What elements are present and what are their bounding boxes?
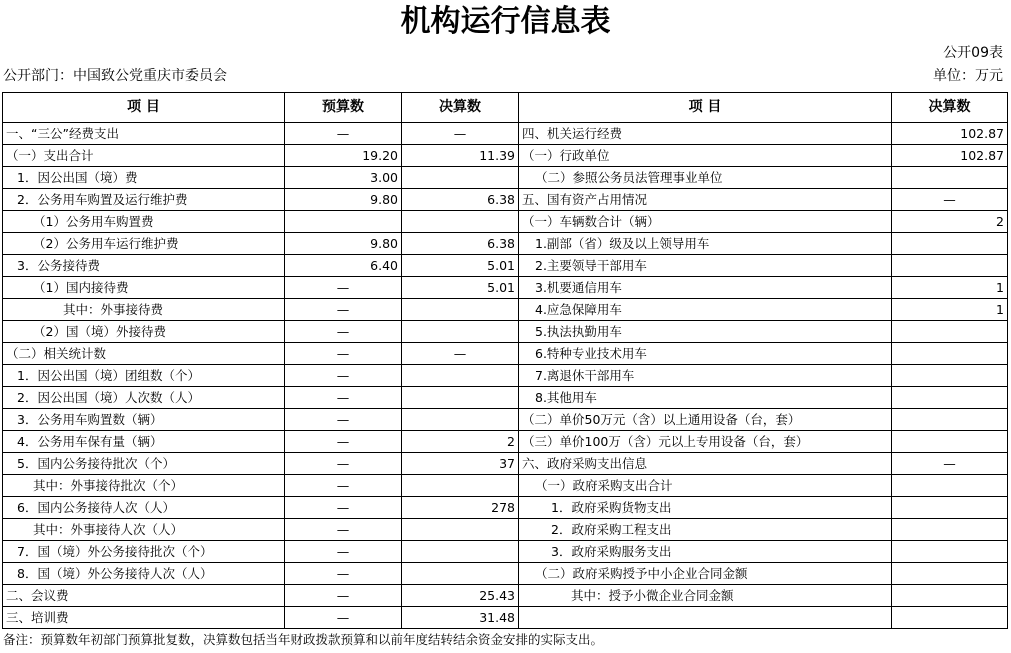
table-row [3, 387, 1008, 409]
left-item: （二）相关统计数 [3, 343, 285, 365]
header-left-item: 项 目 [3, 93, 285, 123]
table-row [3, 145, 1008, 167]
final-value [402, 541, 519, 563]
budget-value: — [285, 409, 402, 431]
final-value: 25.43 [402, 585, 519, 607]
left-item: 其中：外事接待人次（人） [3, 519, 285, 541]
right-item: 2.主要领导干部用车 [519, 255, 892, 277]
right-item: 5.执法执勤用车 [519, 321, 892, 343]
final-value [402, 519, 519, 541]
table-row [3, 519, 1008, 541]
final-value: 31.48 [402, 607, 519, 629]
final-value: — [402, 123, 519, 145]
right-final-value [892, 387, 1008, 409]
header-right-item: 项 目 [519, 93, 892, 123]
right-item: （二）政府采购授予中小企业合同金额 [519, 563, 892, 585]
budget-value: — [285, 497, 402, 519]
left-item: 5．国内公务接待批次（个） [3, 453, 285, 475]
left-item: 1．因公出国（境）团组数（个） [3, 365, 285, 387]
table-row [3, 607, 1008, 629]
table-row [3, 255, 1008, 277]
budget-value: 6.40 [285, 255, 402, 277]
budget-value [285, 211, 402, 233]
left-item: （2）国（境）外接待费 [3, 321, 285, 343]
right-item: 3．政府采购服务支出 [519, 541, 892, 563]
final-value: 11.39 [402, 145, 519, 167]
left-item: 二、会议费 [3, 585, 285, 607]
info-table [2, 92, 1008, 629]
final-value [402, 409, 519, 431]
budget-value: — [285, 453, 402, 475]
table-row [3, 365, 1008, 387]
table-row [3, 123, 1008, 145]
header-right-final: 决算数 [892, 93, 1008, 123]
table-row [3, 475, 1008, 497]
budget-value: — [285, 343, 402, 365]
table-row [3, 211, 1008, 233]
left-item: 7．国（境）外公务接待批次（个） [3, 541, 285, 563]
right-final-value [892, 343, 1008, 365]
budget-value: — [285, 321, 402, 343]
final-value: — [402, 343, 519, 365]
budget-value: 9.80 [285, 233, 402, 255]
final-value [402, 563, 519, 585]
right-final-value [892, 585, 1008, 607]
right-item: 1．政府采购货物支出 [519, 497, 892, 519]
right-final-value: 1 [892, 277, 1008, 299]
final-value [402, 211, 519, 233]
right-final-value [892, 409, 1008, 431]
final-value [402, 321, 519, 343]
left-item: 其中：外事接待费 [3, 299, 285, 321]
right-final-value: 1 [892, 299, 1008, 321]
table-row [3, 585, 1008, 607]
final-value: 2 [402, 431, 519, 453]
budget-value: — [285, 387, 402, 409]
right-item: 3.机要通信用车 [519, 277, 892, 299]
unit-label: 单位：万元 [933, 68, 1003, 84]
right-final-value [892, 541, 1008, 563]
budget-value: — [285, 585, 402, 607]
left-item: （1）公务用车购置费 [3, 211, 285, 233]
right-item: （一）行政单位 [519, 145, 892, 167]
right-final-value [892, 365, 1008, 387]
table-row [3, 541, 1008, 563]
right-item: （二）单价50万元（含）以上通用设备（台，套） [519, 409, 892, 431]
right-item: （三）单价100万（含）元以上专用设备（台，套） [519, 431, 892, 453]
table-row [3, 409, 1008, 431]
right-item: 4.应急保障用车 [519, 299, 892, 321]
budget-value: — [285, 475, 402, 497]
page-title: 机构运行信息表 [400, 4, 611, 39]
left-item: 2．公务用车购置及运行维护费 [3, 189, 285, 211]
left-item: 4．公务用车保有量（辆） [3, 431, 285, 453]
table-row [3, 497, 1008, 519]
final-value: 6.38 [402, 189, 519, 211]
left-item: （2）公务用车运行维护费 [3, 233, 285, 255]
header-budget: 预算数 [285, 93, 402, 123]
budget-value: — [285, 431, 402, 453]
right-final-value: 102.87 [892, 145, 1008, 167]
table-row [3, 321, 1008, 343]
budget-value: 19.20 [285, 145, 402, 167]
budget-value: 9.80 [285, 189, 402, 211]
left-item: 3．公务用车购置数（辆） [3, 409, 285, 431]
final-value [402, 299, 519, 321]
table-row [3, 453, 1008, 475]
right-final-value: — [892, 189, 1008, 211]
final-value: 278 [402, 497, 519, 519]
final-value [402, 167, 519, 189]
right-item [519, 607, 892, 629]
header-row [3, 93, 1008, 123]
right-item: （一）车辆数合计（辆） [519, 211, 892, 233]
table-row [3, 167, 1008, 189]
left-item: 三、培训费 [3, 607, 285, 629]
right-item: 五、国有资产占用情况 [519, 189, 892, 211]
right-item: 2．政府采购工程支出 [519, 519, 892, 541]
right-item: 7.离退休干部用车 [519, 365, 892, 387]
budget-value: — [285, 541, 402, 563]
final-value: 5.01 [402, 255, 519, 277]
budget-value: — [285, 563, 402, 585]
final-value: 5.01 [402, 277, 519, 299]
final-value: 6.38 [402, 233, 519, 255]
right-item: 8.其他用车 [519, 387, 892, 409]
footnote: 备注：预算数年初部门预算批复数，决算数包括当年财政拨款预算和以前年度结转结余资金安排的实际支出。 [3, 632, 604, 647]
table-row [3, 299, 1008, 321]
right-final-value [892, 563, 1008, 585]
left-item: 8．国（境）外公务接待人次（人） [3, 563, 285, 585]
final-value [402, 387, 519, 409]
right-final-value [892, 497, 1008, 519]
right-final-value: 2 [892, 211, 1008, 233]
left-item: （1）国内接待费 [3, 277, 285, 299]
table-row [3, 563, 1008, 585]
right-final-value [892, 233, 1008, 255]
final-value: 37 [402, 453, 519, 475]
table-row [3, 189, 1008, 211]
budget-value: — [285, 607, 402, 629]
left-item: 其中：外事接待批次（个） [3, 475, 285, 497]
left-item: 2．因公出国（境）人次数（人） [3, 387, 285, 409]
final-value [402, 475, 519, 497]
right-item: 6.特种专业技术用车 [519, 343, 892, 365]
right-final-value [892, 167, 1008, 189]
final-value [402, 365, 519, 387]
right-final-value: — [892, 453, 1008, 475]
left-item: （一）支出合计 [3, 145, 285, 167]
right-final-value [892, 431, 1008, 453]
department-label: 公开部门：中国致公党重庆市委员会 [3, 68, 227, 84]
left-item: 6．国内公务接待人次（人） [3, 497, 285, 519]
budget-value: — [285, 299, 402, 321]
left-item: 3．公务接待费 [3, 255, 285, 277]
budget-value: — [285, 277, 402, 299]
right-final-value [892, 607, 1008, 629]
right-final-value [892, 255, 1008, 277]
budget-value: 3.00 [285, 167, 402, 189]
left-item: 一、“三公”经费支出 [3, 123, 285, 145]
table-row [3, 233, 1008, 255]
right-item: （一）政府采购支出合计 [519, 475, 892, 497]
right-item: （二）参照公务员法管理事业单位 [519, 167, 892, 189]
budget-value: — [285, 365, 402, 387]
budget-value: — [285, 123, 402, 145]
right-final-value [892, 519, 1008, 541]
right-final-value [892, 475, 1008, 497]
header-final: 决算数 [402, 93, 519, 123]
table-row [3, 343, 1008, 365]
left-item: 1．因公出国（境）费 [3, 167, 285, 189]
right-final-value [892, 321, 1008, 343]
form-number: 公开09表 [943, 45, 1003, 61]
table-row [3, 431, 1008, 453]
right-final-value: 102.87 [892, 123, 1008, 145]
table-row [3, 277, 1008, 299]
right-item: 四、机关运行经费 [519, 123, 892, 145]
right-item: 其中：授予小微企业合同金额 [519, 585, 892, 607]
budget-value: — [285, 519, 402, 541]
right-item: 1.副部（省）级及以上领导用车 [519, 233, 892, 255]
right-item: 六、政府采购支出信息 [519, 453, 892, 475]
